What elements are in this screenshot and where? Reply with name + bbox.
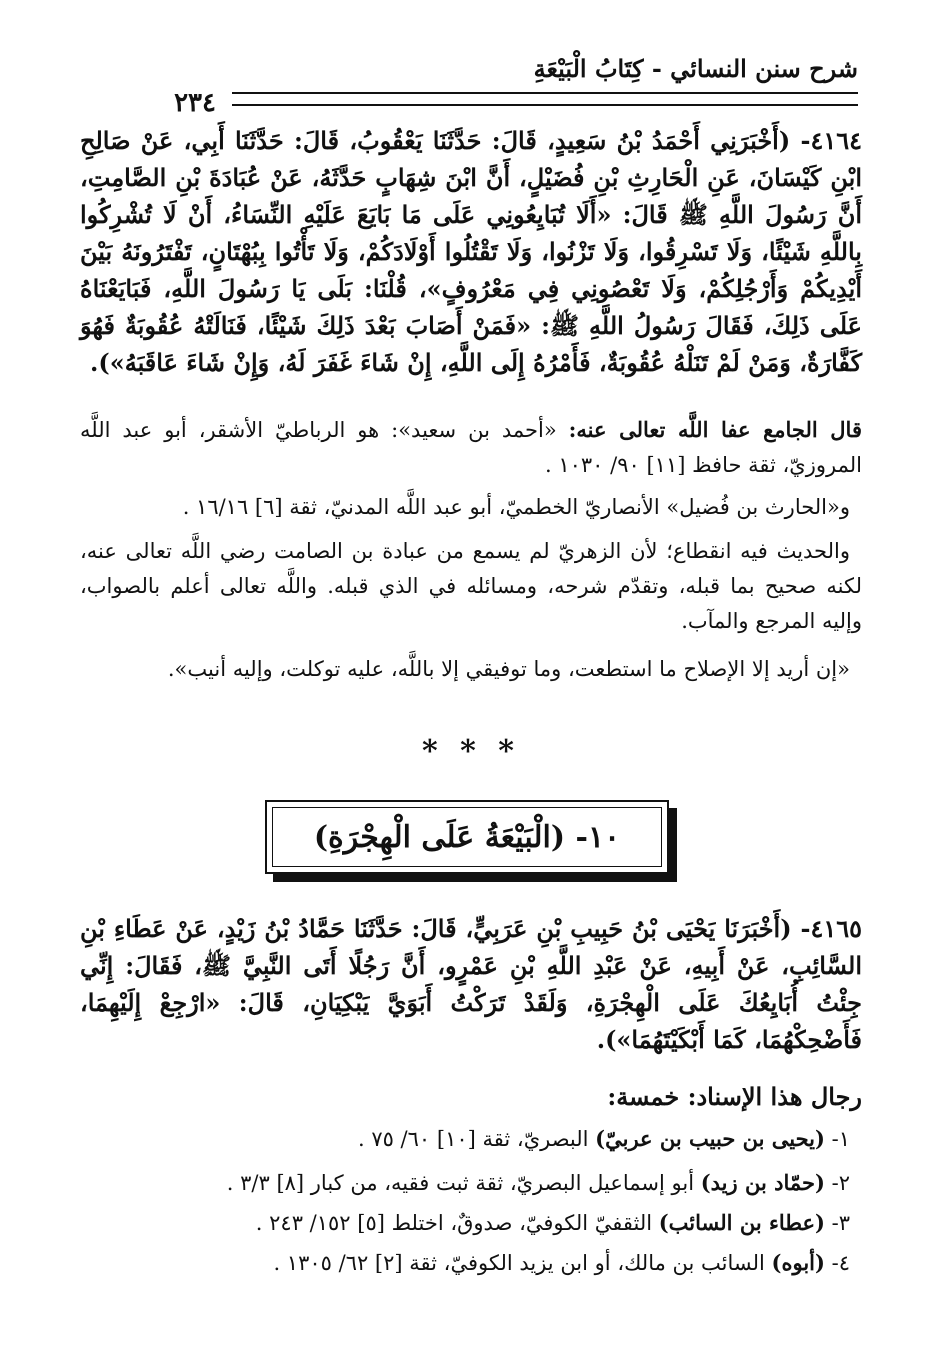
running-title: شرح سنن النسائي - كِتَابُ الْبَيْعَةِ xyxy=(533,54,858,83)
narrator-name: (أبوه) xyxy=(771,1250,825,1275)
commentary-lead: قال الجامع عفا اللَّه تعالى عنه: xyxy=(568,417,862,442)
page-number: ٢٣٤ xyxy=(164,88,226,118)
narrator-number: ٢- xyxy=(824,1171,850,1195)
section-separator: * * * xyxy=(422,734,520,769)
narrator-item xyxy=(273,1250,850,1275)
narrator-item xyxy=(256,1210,850,1235)
narrator-number: ٤- xyxy=(824,1251,850,1275)
narrator-name: (يحيى بن حبيب بن عربيّ) xyxy=(595,1126,825,1151)
commentary-paragraph-4: «إن أريد إلا الإصلاح ما استطعت، وما توفيقي إلا باللَّه، عليه توكلت، وإليه أنيب». xyxy=(167,657,850,681)
commentary-text: «أحمد بن سعيد»: هو الرباطيّ الأشقر، أبو عبد اللَّه المروزيّ، ثقة حافظ [١١] ٩٠/ ١٠٣٠ . xyxy=(80,418,862,477)
narrator-item xyxy=(227,1170,850,1195)
chapter-heading-box xyxy=(265,800,669,874)
hadith-4165: ٤١٦٥- (أَخْبَرَنَا يَحْيَى بْنُ حَبِيبِ بْنِ عَرَبِيٍّ، قَالَ: حَدَّثَنَا حَمَّادُ بْنُ زَيْدٍ، عَنْ عَطَاءِ بْنِ السَّائِبِ، عَنْ أَبِيهِ، عَنْ عَبْدِ اللَّهِ بْنِ عَمْرٍو، أَنَّ رَجُلًا أَتَى النَّبِيَّ ﷺ، فَقَالَ: إِنِّي جِئْتُ أُبَايِعُكَ عَلَى الْهِجْرَةِ، وَلَقَدْ تَرَكْتُ أَبَوَيَّ يَبْكِيَانِ، قَالَ: «ارْجِعْ إِلَيْهِمَا، فَأَضْحِكْهُمَا، كَمَا أَبْكَيْتَهُمَا»). xyxy=(80,914,862,1054)
hadith-4164: ٤١٦٤- (أَخْبَرَنِي أَحْمَدُ بْنُ سَعِيدٍ، قَالَ: حَدَّثَنَا يَعْقُوبُ، قَالَ: حَدَّثَنَا أَبِي، عَنْ صَالِحِ ابْنِ كَيْسَانَ، عَنِ الْحَارِثِ بْنِ فُضَيْلٍ، أَنَّ ابْنَ شِهَابٍ حَدَّثَهُ، عَنْ عُبَادَةَ بْنِ الصَّامِتِ، أَنَّ رَسُولَ اللَّهِ ﷺ قَالَ: «أَلَا تُبَايِعُونِي عَلَى مَا بَايَعَ عَلَيْهِ النِّسَاءُ، أَنْ لَا تُشْرِكُوا بِاللَّهِ شَيْئًا، وَلَا تَسْرِقُوا، وَلَا تَزْنُوا، وَلَا تَقْتُلُوا أَوْلَادَكُمْ، وَلَا تَأْتُوا بِبُهْتَانٍ، تَفْتَرُونَهُ بَيْنَ أَيْدِيكُمْ وَأَرْجُلِكُمْ، وَلَا تَعْصُونِي فِي مَعْرُوفٍ»، قُلْنَا: بَلَى يَا رَسُولَ اللَّهِ، فَبَايَعْنَاهُ عَلَى ذَلِكَ، فَقَالَ رَسُولُ اللَّهِ ﷺ: «فَمَنْ أَصَابَ بَعْدَ ذَلِكَ شَيْئًا، فَنَالَتْهُ عُقُوبَةٌ فَهُوَ كَفَّارَةٌ، وَمَنْ لَمْ تَنَلْهُ عُقُوبَةٌ، فَأَمْرُهُ إِلَى اللَّهِ، إِنْ شَاءَ غَفَرَ لَهُ، وَإِنْ شَاءَ عَاقَبَهُ»). xyxy=(80,126,863,377)
narrator-name: (عطاء بن السائب) xyxy=(658,1210,825,1235)
narrator-item xyxy=(358,1126,850,1151)
narrator-name: (حمّاد بن زيد) xyxy=(700,1170,825,1195)
header-rule xyxy=(232,92,858,106)
narrators-heading: رجال هذا الإسناد: خمسة: xyxy=(607,1082,862,1111)
narrator-number: ١- xyxy=(824,1127,850,1151)
commentary-paragraph-2: و«الحارث بن فُضيل» الأنصاريّ الخطميّ، أبو عبد اللَّه المدنيّ، ثقة [٦] ١٦/١٦ . xyxy=(182,495,850,519)
narrator-details: الثقفيّ الكوفيّ، صدوقٌ، اختلط [٥] ١٥٢/ ٢٤٣ . xyxy=(255,1211,659,1235)
narrator-number: ٣- xyxy=(824,1211,850,1235)
narrator-details: السائب بن مالك، أو ابن يزيد الكوفيّ، ثقة [٢] ٦٢/ ١٣٠٥ . xyxy=(273,1251,772,1275)
chapter-title: ١٠- (الْبَيْعَةُ عَلَى الْهِجْرَةِ) xyxy=(313,819,621,855)
narrator-details: أبو إسماعيل البصريّ، ثقة ثبت فقيه، من كبار [٨] ٣/٣ . xyxy=(226,1171,701,1195)
commentary-paragraph-1 xyxy=(80,412,862,483)
commentary-paragraph-3: والحديث فيه انقطاع؛ لأن الزهريّ لم يسمع من عبادة بن الصامت رضي اللَّه تعالى عنه، لكنه صحيح بما قبله، وتقدّم شرحه، ومسائله في الذي قبله. واللَّه تعالى أعلم بالصواب، وإليه المرجع والمآب. xyxy=(80,539,862,633)
narrator-details: البصريّ، ثقة [١٠] ٦٠/ ٧٥ . xyxy=(357,1127,596,1151)
